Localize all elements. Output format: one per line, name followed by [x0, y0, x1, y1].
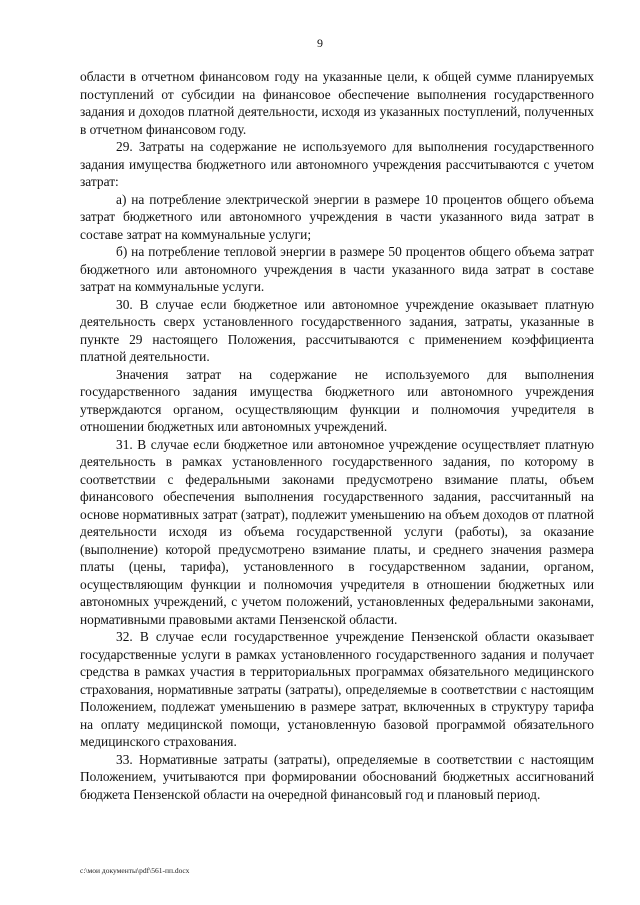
document-body — [80, 68, 594, 803]
paragraph-item-30: 30. В случае если бюджетное или автономное учреждение оказывает платную деятельность сверх установленного государственного задания, затраты, указанные в пункте 29 настоящего Положения, рассчитываются с применением коэффициента платной деятельности. — [80, 296, 594, 364]
paragraph-item-32: 32. В случае если государственное учреждение Пензенской области оказывает государственные услуги в рамках установленного государственного задания и получает средства в рамках участия в территориальных программах обязательного медицинского страхования, нормативные затраты (затраты), определяемые в соответствии с настоящим Положением, подлежат уменьшению в размере затрат, включенных в структуру тарифа на оплату медицинской помощи, установленную базовой программой обязательного медицинского страхования. — [80, 629, 594, 749]
paragraph-item-33: 33. Нормативные затраты (затраты), определяемые в соответствии с настоящим Положением, учитываются при формировании обоснований бюджетных ассигнований бюджета Пензенской области на очередной финансовый год и плановый период. — [80, 751, 594, 802]
paragraph-item-29-a: а) на потребление электрической энергии в размере 10 процентов общего объема затрат бюджетного или автономного учреждения в части указанного вида затрат в составе затрат на коммунальные услуги; — [80, 191, 594, 242]
paragraph-item-29: 29. Затраты на содержание не используемого для выполнения государственного задания имущества бюджетного или автономного учреждения рассчитываются с учетом затрат: — [80, 139, 594, 189]
paragraph-item-31: 31. В случае если бюджетное или автономное учреждение осуществляет платную деятельность в рамках установленного государственного задания, по которому в соответствии с федеральными законами предусмотрено взимание платы, объем финансового обеспечения выполнения государственного задания, рассчитанный на основе нормативных затрат (затрат), подлежит уменьшению на объем доходов от платной деятельности исходя из объема государственной услуги (работы), за оказание (выполнение) которой предусмотрено взимание платы, и среднего значения размера платы (цены, тарифа), установленного в государственном задании, органом, осуществляющим функции и полномочия учредителя в отношении бюджетных или автономных учреждений, с учетом положений, установленных федеральными законами, нормативными правовыми актами Пензенской области. — [80, 436, 594, 627]
footer-file-path: c:\мои документы\pdf\561-пп.docx — [80, 866, 190, 875]
paragraph-item-30-values: Значения затрат на содержание не используемого для выполнения государственного задания имущества бюджетного или автономного учреждения утверждаются органом, осуществляющим функции и полномочия учредителя в отношении бюджетных или автономных учреждений. — [80, 366, 594, 434]
paragraph-continuation: области в отчетном финансовом году на указанные цели, к общей сумме планируемых поступлений от субсидии на финансовое обеспечение выполнения государственного задания и доходов платной деятельности, исходя из указанных поступлений, полученных в отчетном финансовом году. — [80, 69, 594, 137]
page-number: 9 — [317, 36, 323, 50]
paragraph-item-29-b: б) на потребление тепловой энергии в размере 50 процентов общего объема затрат бюджетного или автономного учреждения в части указанного вида затрат в составе затрат на коммунальные услуги. — [80, 244, 594, 294]
